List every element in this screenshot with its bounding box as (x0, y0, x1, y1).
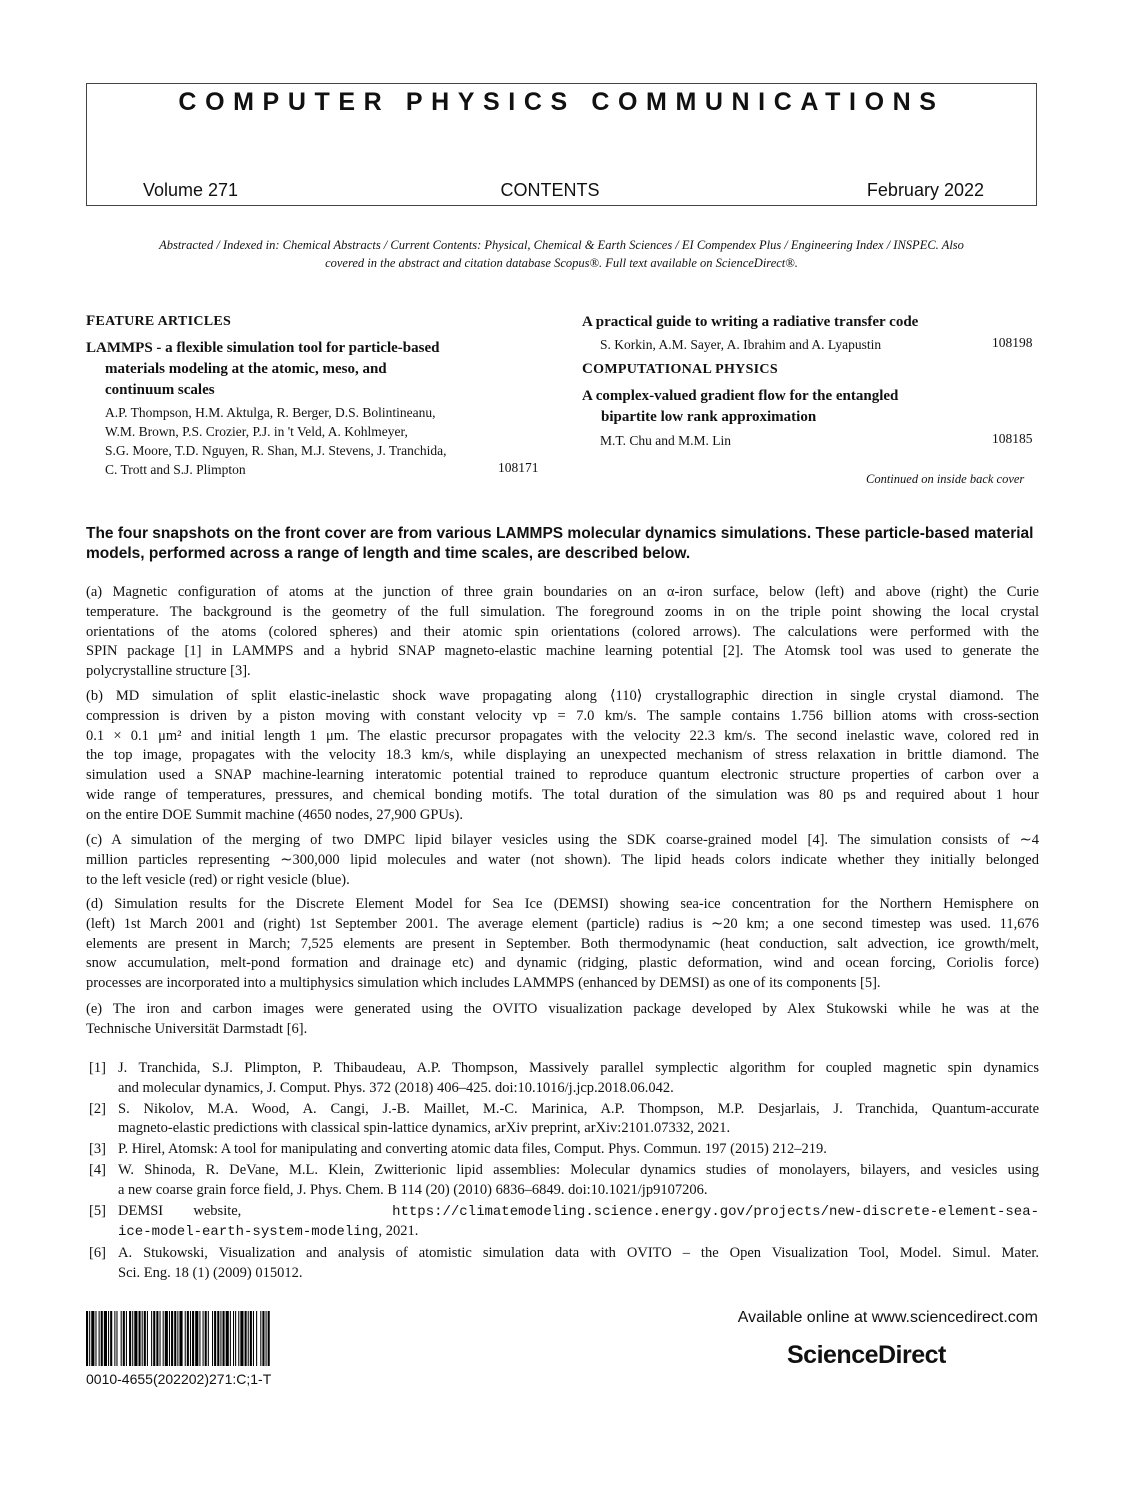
article-title-lammps[interactable]: LAMMPS - a flexible simulation tool for particle-based materials modeling at the atomic, meso, and continuum scales (86, 340, 440, 398)
reference-item: [5] DEMSI website, https://climatemodeling.science.energy.gov/projects/new-discrete-element-sea- ice-model-earth-system-modeling, 2021. (89, 1202, 1039, 1241)
article-authors-radiative-transfer: S. Korkin, A.M. Sayer, A. Ibrahim and A. Lyapustin (600, 337, 882, 352)
reference-item: [1] J. Tranchida, S.J. Plimpton, P. Thibaudeau, A.P. Thompson, Massively parallel symplectic algorithm for coupled magnetic spin dynamics and molecular dynamics, J. Comput. Phys. 372 (2018) 406–425. doi:10.1016/j.jcp.2018.06.042. (89, 1060, 1039, 1096)
reference-item: [3] P. Hirel, Atomsk: A tool for manipulating and converting atomic data files, Comput. Phys. Commun. 197 (2015) 212–219. (89, 1141, 827, 1158)
indexing-note (86, 236, 1037, 272)
issue-date: February 2022 (866, 180, 984, 200)
article-page-lammps[interactable]: 108171 (498, 460, 539, 475)
reference-list (86, 1059, 1039, 1285)
volume-label: Volume 271 (143, 180, 239, 200)
section-feature-articles: FEATURE ARTICLES (86, 313, 232, 329)
paragraph-c: (c) A simulation of the merging of two DMPC lipid bilayer vesicles using the SDK coarse-grained model [4]. The simulation consists of ∼4 million particles representing ∼300,000 lipid molecules and water (not shown). The lipid heads colors indicate whether they initially belonged to the left vesicle (red) or right vesicle (blue). (86, 832, 1039, 888)
barcode-number: 0010-4655(202202)271:C;1-T (86, 1371, 272, 1387)
article-page-radiative-transfer[interactable]: 108198 (992, 335, 1033, 350)
contents-label: CONTENTS (500, 180, 600, 200)
paragraph-e: (e) The iron and carbon images were generated using the OVITO visualization package developed by Alex Stukowski while he was at the Technische Universität Darmstadt [6]. (86, 1001, 1039, 1037)
cover-heading: The four snapshots on the front cover are from various LAMMPS molecular dynamics simulations. These particle-based material models, performed across a range of length and time scales, are described below. (86, 525, 1034, 562)
indexing-line-2: covered in the abstract and citation database Scopus®. Full text available on ScienceDirect®. (325, 256, 798, 270)
reference-item: [2] S. Nikolov, M.A. Wood, A. Cangi, J.-B. Maillet, M.-C. Marinica, A.P. Thompson, M.P. Desjarlais, J. Tranchida, Quantum-accurate magneto-elastic predictions with classical spin-lattice dynamics, arXiv preprint, arXiv:2101.07332, 2021. (89, 1100, 1039, 1137)
demsi-url-link[interactable]: https://climatemodeling.science.energy.gov/projects/new-discrete-element-sea- (392, 1203, 1039, 1220)
paragraph-d: (d) Simulation results for the Discrete Element Model for Sea Ice (DEMSI) showing sea-ice concentration for the Northern Hemisphere on (left) 1st March 2001 and (right) 1st September 2001. The average element (particle) radius is ∼20 km; a one second timestep was used. 11,676 elements are present in March; 7,525 elements are present in September. Both thermodynamic (heat conduction, salt advection, ice growth/melt, snow accumulation, melt-pond formation and drainage etc) and dynamic (ridging, plastic deformation, wind and ocean forcing, Coriolis force) processes are incorporated into a multiphysics simulation which includes LAMMPS (enhanced by DEMSI) as one of its components [5]. (86, 896, 1039, 992)
paragraph-a: (a) Magnetic configuration of atoms at the junction of three grain boundaries on an α-iron surface, below (left) and above (right) the Curie temperature. The background is the geometry of the full simulation. The foreground zooms in on the triple point showing the local crystal orientations of the atoms (colored spheres) and their atomic spin orientations (colored arrows). The calculations were performed with the SPIN package [1] in LAMMPS and a hybrid SNAP magneto-elastic machine learning potential [2]. The Atomsk tool was used to generate the polycrystalline structure [3]. (86, 584, 1039, 680)
article-title-radiative-transfer[interactable]: A practical guide to writing a radiative transfer code (582, 314, 919, 330)
barcode-image (86, 1311, 374, 1366)
section-computational-physics: COMPUTATIONAL PHYSICS (582, 361, 778, 377)
reference-item: [6] A. Stukowski, Visualization and analysis of atomistic simulation data with OVITO – the Open Visualization Tool, Model. Simul. Mater. Sci. Eng. 18 (1) (2009) 015012. (89, 1245, 1039, 1281)
article-authors-lammps: A.P. Thompson, H.M. Aktulga, R. Berger, D.S. Bolintineanu, W.M. Brown, P.S. Crozier, P.J. in 't Veld, A. Kohlmeyer, S.G. Moore, T.D. Nguyen, R. Shan, M.J. Stevens, J. Tranchida, C. Trott and S.J. Plimpton (105, 405, 447, 477)
available-online-text[interactable]: Available online at www.sciencedirect.com (737, 1309, 1038, 1326)
journal-title: COMPUTER PHYSICS COMMUNICATIONS (178, 88, 945, 116)
demsi-url-link-cont[interactable]: ice-model-earth-system-modeling (118, 1224, 379, 1241)
paragraph-b: (b) MD simulation of split elastic-inelastic shock wave propagating along ⟨110⟩ crystallographic direction in single crystal diamond. The compression is driven by a piston moving with constant velocity vp = 7.0 km/s. The sample contains 1.756 billion atoms with cross-section 0.1 × 0.1 μm² and initial length 1 μm. The elastic precursor propagates with the velocity 22.3 km/s. The second inelastic wave, colored red in the top image, propagates with the velocity 18.3 km/s, while displaying an unexpected mechanism of stress relaxation in brittle diamond. The simulation used a SNAP machine-learning interatomic potential trained to reproduce quantum electronic structure properties of carbon over a wide range of temperatures, pressures, and chemical bonding motifs. The total duration of the simulation was 80 ps and required about 1 hour on the entire DOE Summit machine (4650 nodes, 27,900 GPUs). (86, 688, 1039, 823)
article-page-gradient-flow[interactable]: 108185 (992, 431, 1033, 446)
continued-note: Continued on inside back cover (866, 472, 1025, 486)
article-authors-gradient-flow: M.T. Chu and M.M. Lin (600, 433, 731, 448)
sciencedirect-logo[interactable]: ScienceDirect (787, 1341, 946, 1369)
indexing-line-1: Abstracted / Indexed in: Chemical Abstracts / Current Contents: Physical, Chemical & Earth Sciences / EI Compendex Plus / Engineering Index / INSPEC. Also (159, 238, 964, 252)
reference-item: [4] W. Shinoda, R. DeVane, M.L. Klein, Zwitterionic lipid assemblies: Molecular dynamics studies of monolayers, bilayers, and vesicles using a new coarse grain force field, J. Phys. Chem. B 114 (20) (2010) 6836–6849. doi:10.1021/jp9107206. (89, 1161, 1039, 1198)
article-title-gradient-flow[interactable]: A complex-valued gradient flow for the entangled bipartite low rank approximation (582, 388, 899, 425)
